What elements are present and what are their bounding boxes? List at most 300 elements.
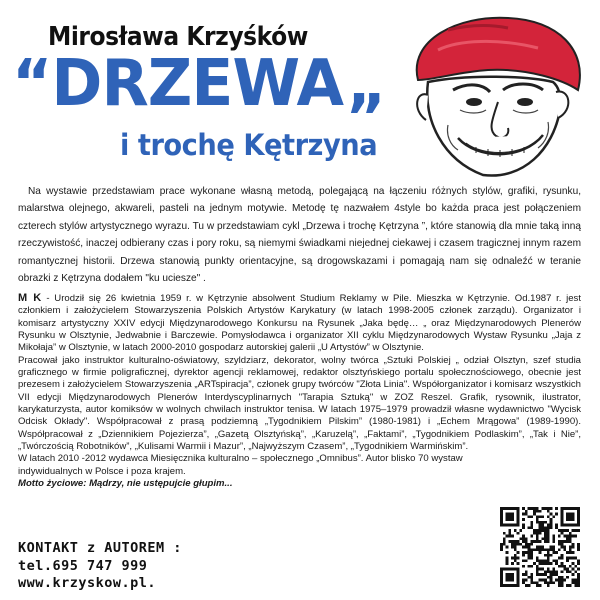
- qr-module: [577, 584, 580, 587]
- qr-module: [541, 524, 544, 527]
- qr-module: [577, 546, 580, 549]
- qr-module: [511, 524, 514, 527]
- qr-module: [541, 568, 544, 571]
- qr-module: [558, 529, 561, 532]
- qr-module: [530, 554, 533, 557]
- qr-module: [517, 515, 520, 518]
- qr-module: [522, 540, 525, 543]
- qr-module: [572, 562, 575, 565]
- qr-module: [536, 518, 539, 521]
- qr-module: [577, 529, 580, 532]
- qr-module: [552, 540, 555, 543]
- qr-module: [503, 584, 506, 587]
- qr-module: [561, 570, 564, 573]
- qr-module: [539, 521, 542, 524]
- qr-module: [550, 513, 553, 516]
- qr-module: [517, 579, 520, 582]
- qr-module: [500, 576, 503, 579]
- qr-module: [558, 557, 561, 560]
- qr-module: [552, 570, 555, 573]
- qr-module: [528, 548, 531, 551]
- qr-module: [511, 562, 514, 565]
- qr-module: [561, 507, 564, 510]
- qr-module: [577, 513, 580, 516]
- qr-module: [544, 579, 547, 582]
- qr-module: [566, 584, 569, 587]
- qr-module: [574, 570, 577, 573]
- qr-module: [517, 570, 520, 573]
- qr-module: [519, 537, 522, 540]
- qr-module: [569, 565, 572, 568]
- qr-module: [561, 584, 564, 587]
- qr-module: [547, 540, 550, 543]
- exhibition-subtitle: i trochę Kętrzyna: [120, 128, 378, 162]
- qr-module: [525, 570, 528, 573]
- qr-module: [566, 515, 569, 518]
- qr-module: [572, 551, 575, 554]
- contact-heading: KONTAKT z AUTOREM :: [18, 540, 182, 556]
- qr-module: [500, 507, 503, 510]
- qr-module: [569, 584, 572, 587]
- qr-module: [544, 540, 547, 543]
- qr-module: [536, 570, 539, 573]
- qr-module: [572, 518, 575, 521]
- qr-module: [503, 543, 506, 546]
- qr-module: [547, 537, 550, 540]
- qr-module: [517, 521, 520, 524]
- qr-module: [541, 579, 544, 582]
- qr-module: [511, 543, 514, 546]
- qr-module: [552, 537, 555, 540]
- qr-module: [519, 543, 522, 546]
- qr-module: [550, 548, 553, 551]
- qr-module: [528, 546, 531, 549]
- qr-module: [555, 524, 558, 527]
- qr-module: [572, 535, 575, 538]
- qr-module: [574, 565, 577, 568]
- qr-module: [563, 524, 566, 527]
- qr-module: [547, 524, 550, 527]
- qr-module: [552, 568, 555, 571]
- qr-module: [536, 573, 539, 576]
- qr-module: [555, 551, 558, 554]
- qr-module: [508, 584, 511, 587]
- qr-module: [517, 513, 520, 516]
- qr-module: [558, 576, 561, 579]
- qr-module: [561, 554, 564, 557]
- qr-module: [569, 513, 572, 516]
- qr-module: [514, 559, 517, 562]
- qr-module: [500, 521, 503, 524]
- qr-module: [530, 581, 533, 584]
- qr-module: [539, 540, 542, 543]
- qr-module: [500, 579, 503, 582]
- qr-module: [558, 543, 561, 546]
- qr-module: [530, 551, 533, 554]
- qr-module: [544, 548, 547, 551]
- qr-module: [566, 518, 569, 521]
- qr-module: [569, 515, 572, 518]
- qr-module: [547, 507, 550, 510]
- qr-module: [539, 546, 542, 549]
- qr-module: [517, 524, 520, 527]
- qr-module: [533, 562, 536, 565]
- qr-module: [572, 507, 575, 510]
- qr-module: [547, 559, 550, 562]
- qr-module: [530, 521, 533, 524]
- qr-module: [541, 573, 544, 576]
- qr-module: [555, 507, 558, 510]
- intro-text: [18, 183, 581, 287]
- qr-module: [511, 546, 514, 549]
- qr-module: [500, 510, 503, 513]
- qr-module: [530, 576, 533, 579]
- qr-module: [566, 540, 569, 543]
- qr-module: [572, 515, 575, 518]
- qr-module: [522, 551, 525, 554]
- qr-module: [566, 537, 569, 540]
- qr-module: [514, 507, 517, 510]
- qr-module: [572, 524, 575, 527]
- qr-module: [547, 548, 550, 551]
- qr-module: [541, 559, 544, 562]
- qr-module: [506, 576, 509, 579]
- qr-module: [522, 507, 525, 510]
- qr-module: [539, 584, 542, 587]
- qr-module: [558, 540, 561, 543]
- qr-module: [508, 515, 511, 518]
- qr-module: [511, 540, 514, 543]
- contact-website[interactable]: www.krzyskow.pl.: [18, 575, 157, 591]
- qr-module: [511, 513, 514, 516]
- qr-module: [550, 518, 553, 521]
- qr-module: [539, 559, 542, 562]
- qr-module: [577, 510, 580, 513]
- qr-module: [517, 543, 520, 546]
- qr-module: [500, 568, 503, 571]
- qr-module: [539, 568, 542, 571]
- qr-module: [577, 562, 580, 565]
- qr-module: [547, 510, 550, 513]
- qr-module: [566, 570, 569, 573]
- bio-paragraph-1: [18, 292, 581, 355]
- qr-module: [503, 537, 506, 540]
- qr-module: [536, 568, 539, 571]
- qr-module: [528, 576, 531, 579]
- contact-block: [18, 540, 182, 593]
- qr-module: [550, 579, 553, 582]
- qr-module: [508, 576, 511, 579]
- qr-module: [561, 546, 564, 549]
- exhibition-title: “DRZEWA„: [12, 47, 386, 121]
- qr-module: [561, 510, 564, 513]
- qr-module: [530, 543, 533, 546]
- qr-module: [541, 507, 544, 510]
- qr-module: [574, 529, 577, 532]
- qr-module: [533, 532, 536, 535]
- qr-module: [539, 579, 542, 582]
- qr-module: [572, 581, 575, 584]
- qr-module: [506, 557, 509, 560]
- qr-module: [572, 568, 575, 571]
- qr-module: [544, 559, 547, 562]
- caricature-portrait-icon: [388, 10, 588, 185]
- qr-module: [539, 524, 542, 527]
- qr-module: [561, 515, 564, 518]
- qr-module: [569, 524, 572, 527]
- qr-module: [522, 518, 525, 521]
- qr-module: [555, 513, 558, 516]
- qr-module: [514, 540, 517, 543]
- qr-module: [506, 579, 509, 582]
- qr-module: [555, 573, 558, 576]
- qr-module: [563, 579, 566, 582]
- qr-module: [517, 540, 520, 543]
- qr-module: [552, 535, 555, 538]
- qr-module: [566, 507, 569, 510]
- qr-module: [506, 559, 509, 562]
- qr-module: [561, 562, 564, 565]
- qr-module: [541, 529, 544, 532]
- qr-module: [539, 551, 542, 554]
- qr-module: [566, 559, 569, 562]
- qr-module: [522, 579, 525, 582]
- qr-module: [511, 573, 514, 576]
- qr-module: [547, 532, 550, 535]
- qr-module: [522, 559, 525, 562]
- qr-module: [566, 568, 569, 571]
- qr-module: [563, 568, 566, 571]
- qr-module: [506, 568, 509, 571]
- qr-code-icon[interactable]: [500, 507, 580, 587]
- qr-module: [561, 543, 564, 546]
- qr-module: [522, 524, 525, 527]
- qr-module: [522, 535, 525, 538]
- qr-module: [522, 546, 525, 549]
- qr-module: [547, 554, 550, 557]
- qr-module: [506, 562, 509, 565]
- qr-module: [552, 546, 555, 549]
- qr-module: [577, 559, 580, 562]
- qr-module: [508, 507, 511, 510]
- qr-module: [508, 579, 511, 582]
- qr-module: [550, 507, 553, 510]
- qr-module: [519, 529, 522, 532]
- qr-module: [525, 559, 528, 562]
- qr-module: [528, 543, 531, 546]
- qr-module: [577, 507, 580, 510]
- qr-module: [528, 554, 531, 557]
- qr-module: [508, 518, 511, 521]
- qr-module: [552, 548, 555, 551]
- qr-module: [500, 581, 503, 584]
- qr-module: [536, 540, 539, 543]
- qr-module: [514, 524, 517, 527]
- qr-module: [528, 551, 531, 554]
- qr-module: [577, 573, 580, 576]
- qr-module: [511, 579, 514, 582]
- qr-module: [539, 573, 542, 576]
- qr-module: [536, 565, 539, 568]
- qr-module: [561, 521, 564, 524]
- qr-module: [561, 576, 564, 579]
- qr-module: [533, 513, 536, 516]
- qr-module: [555, 559, 558, 562]
- qr-module: [550, 576, 553, 579]
- qr-module: [572, 579, 575, 582]
- qr-module: [500, 513, 503, 516]
- qr-module: [522, 537, 525, 540]
- qr-module: [539, 532, 542, 535]
- qr-module: [561, 557, 564, 560]
- qr-module: [536, 548, 539, 551]
- bio-paragraph-2: Pracował jako instruktor kulturalno-oświatowy, szyldziarz, dekorator, wolny twórca „Sztuki Polskiej „ odział Olsztyn, szef studia graficznego w firmie poligraficznej, dyrektor agencji reklamowej, redaktor olsztyńskiego portalu społecznościowego, obecnie jest prezesem i założycielem Stowarzyszenia „ARTspiracja”, członek grupy twórców "Złota Linia". Współorganizator i komisarz wszystkich VII edycji Międzynarodowych Plenerów Interdyscyplinarnych "Tarapia Sztuką" w ZOZ Reszel. Grafik, rysownik, ilustrator, karykaturzysta, autor komiksów w wolnych chwilach instruktor tenisa. W latach 1975–1979 prowadził własne wydawnictwo "Wycisk Odcisk Okłady". Współpracował z prasą podziemną „Tygodnikiem Pilskim” (1980-1981) i „Echem Mrągowa” (1989-1990). Współpracował z „Dziennikiem Pojezierza”, „Gazetą Olsztyńską”, „Karuzelą”, „Faktami”, „Tygodnikiem Podlaskim”, „Tak i Nie”, „Twórczością Robotników”, „Kulisami Warmii i Mazur”, „Najwyższym Czasem”, „Tygodnikiem Warmińskim”.: [18, 354, 581, 453]
- qr-module: [500, 543, 503, 546]
- qr-module: [506, 513, 509, 516]
- qr-module: [550, 524, 553, 527]
- qr-module: [500, 548, 503, 551]
- qr-module: [511, 515, 514, 518]
- qr-module: [572, 546, 575, 549]
- qr-module: [561, 532, 564, 535]
- qr-module: [541, 546, 544, 549]
- qr-module: [574, 535, 577, 538]
- qr-module: [577, 581, 580, 584]
- qr-module: [522, 565, 525, 568]
- qr-module: [522, 573, 525, 576]
- qr-module: [514, 557, 517, 560]
- qr-module: [550, 562, 553, 565]
- qr-module: [530, 535, 533, 538]
- qr-module: [574, 507, 577, 510]
- bio-paragraph-1-text: - Urodził się 26 kwietnia 1959 r. w Kętrzynie absolwent Studium Reklamy w Pile. Mieszka w Kętrzynie. Od.1987 r. jest członkiem i założycielem Stowarzyszenia Polskich Artystów Karykatury (w latach 1998-2005 członek zarządu). Organizator i komisarz artystyczny XXIV edycji Międzynarodowego Konkursu na Rysunek „Jaka będę… „ oraz Międzynarodowych Plenerów Rysunku w Olsztynie, Jedwabnie i Barczewie. Pomysłodawca i organizator XII cyklu Międzynarodowych Wystaw Rysunku „Jaja z Mikołaja” w Olsztynie, w latach 2000-2010 gospodarz autorskiej galerii „U Artystów” w Olsztynie.: [18, 293, 581, 354]
- qr-module: [574, 581, 577, 584]
- biography: [18, 292, 581, 491]
- qr-module: [572, 543, 575, 546]
- qr-module: [506, 515, 509, 518]
- qr-module: [569, 570, 572, 573]
- qr-module: [503, 532, 506, 535]
- qr-module: [572, 573, 575, 576]
- qr-module: [525, 537, 528, 540]
- qr-module: [558, 565, 561, 568]
- qr-module: [511, 535, 514, 538]
- qr-module: [517, 507, 520, 510]
- qr-module: [536, 557, 539, 560]
- qr-module: [563, 507, 566, 510]
- qr-module: [544, 521, 547, 524]
- qr-module: [528, 526, 531, 529]
- qr-module: [547, 557, 550, 560]
- qr-module: [528, 515, 531, 518]
- qr-module: [536, 529, 539, 532]
- qr-module: [522, 581, 525, 584]
- qr-module: [500, 546, 503, 549]
- qr-module: [563, 546, 566, 549]
- qr-module: [539, 529, 542, 532]
- qr-module: [500, 524, 503, 527]
- qr-module: [577, 579, 580, 582]
- qr-module: [544, 570, 547, 573]
- qr-module: [500, 584, 503, 587]
- qr-module: [508, 568, 511, 571]
- qr-module: [547, 581, 550, 584]
- qr-module: [517, 510, 520, 513]
- qr-module: [506, 584, 509, 587]
- qr-module: [517, 568, 520, 571]
- qr-module: [547, 526, 550, 529]
- qr-module: [566, 557, 569, 560]
- qr-module: [558, 535, 561, 538]
- qr-module: [555, 526, 558, 529]
- qr-module: [569, 546, 572, 549]
- qr-module: [541, 515, 544, 518]
- qr-module: [508, 540, 511, 543]
- qr-module: [577, 548, 580, 551]
- qr-module: [550, 546, 553, 549]
- qr-module: [511, 557, 514, 560]
- qr-module: [536, 521, 539, 524]
- qr-module: [525, 579, 528, 582]
- qr-module: [569, 557, 572, 560]
- qr-module: [517, 576, 520, 579]
- qr-module: [555, 570, 558, 573]
- qr-module: [561, 524, 564, 527]
- qr-module: [525, 546, 528, 549]
- qr-module: [536, 584, 539, 587]
- qr-module: [550, 581, 553, 584]
- qr-module: [561, 581, 564, 584]
- qr-module: [528, 584, 531, 587]
- qr-module: [517, 581, 520, 584]
- qr-module: [569, 537, 572, 540]
- qr-module: [561, 513, 564, 516]
- qr-module: [508, 532, 511, 535]
- qr-module: [569, 518, 572, 521]
- qr-module: [506, 518, 509, 521]
- qr-module: [550, 570, 553, 573]
- qr-module: [563, 548, 566, 551]
- qr-module: [574, 579, 577, 582]
- qr-module: [569, 540, 572, 543]
- qr-module: [530, 573, 533, 576]
- qr-module: [511, 568, 514, 571]
- qr-module: [539, 510, 542, 513]
- qr-module: [577, 524, 580, 527]
- qr-module: [552, 581, 555, 584]
- qr-module: [506, 546, 509, 549]
- qr-module: [539, 562, 542, 565]
- qr-module: [550, 554, 553, 557]
- qr-module: [544, 537, 547, 540]
- qr-module: [528, 565, 531, 568]
- qr-module: [574, 524, 577, 527]
- qr-module: [541, 526, 544, 529]
- qr-module: [539, 548, 542, 551]
- qr-module: [539, 526, 542, 529]
- qr-module: [517, 518, 520, 521]
- qr-module: [514, 543, 517, 546]
- qr-module: [577, 568, 580, 571]
- qr-module: [506, 551, 509, 554]
- qr-module: [525, 584, 528, 587]
- qr-module: [547, 551, 550, 554]
- qr-module: [522, 513, 525, 516]
- qr-module: [500, 570, 503, 573]
- qr-module: [547, 515, 550, 518]
- qr-module: [574, 584, 577, 587]
- qr-module: [566, 524, 569, 527]
